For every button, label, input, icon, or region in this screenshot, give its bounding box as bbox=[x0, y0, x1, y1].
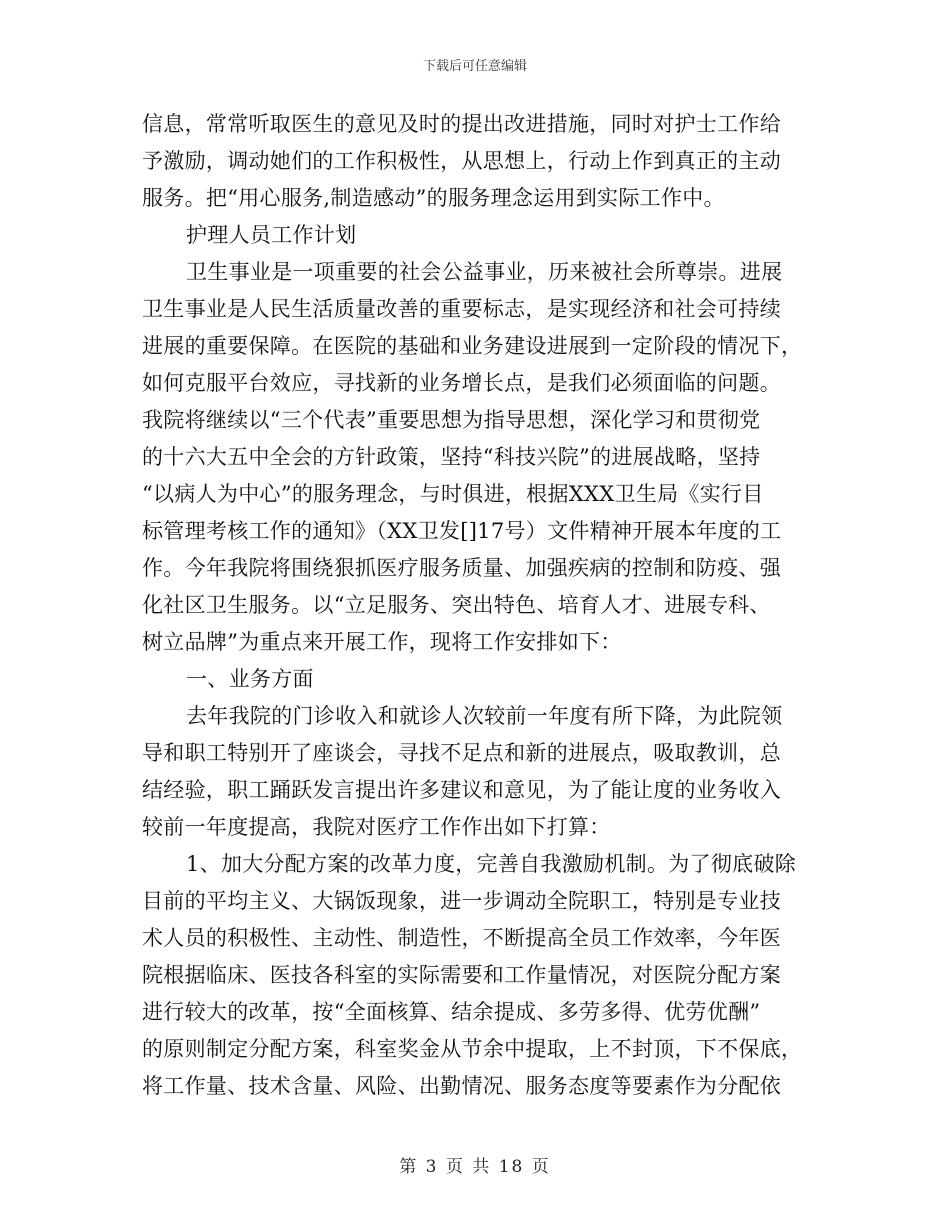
text-line: 的十六大五中全会的方针政策，坚持“科技兴院”的进展战略，坚持 bbox=[142, 445, 761, 469]
text-line: 将工作量、技术含量、风险、出勤情况、服务态度等要素作为分配依 bbox=[142, 1074, 781, 1098]
text-line: 1、加大分配方案的改革力度，完善自我激励机制。为了彻底破除 bbox=[186, 852, 797, 876]
text-line: 结经验，职工踊跃发言提出许多建议和意见，为了能让度的业务收入 bbox=[142, 778, 781, 802]
text-line: 的原则制定分配方案，科室奖金从节余中提取，上不封顶，下不保底， bbox=[142, 1037, 803, 1061]
text-line: 目前的平均主义、大锅饭现象，进一步调动全院职工，特别是专业技 bbox=[142, 889, 781, 913]
text-line: 较前一年度提高，我院对医疗工作作出如下打算： bbox=[142, 815, 611, 839]
text-line: 树立品牌”为重点来开展工作，现将工作安排如下： bbox=[142, 630, 622, 654]
text-line: 我院将继续以“三个代表”重要思想为指导思想，深化学习和贯彻党 bbox=[142, 408, 761, 432]
text-line: 作。今年我院将围绕狠抓医疗服务质量、加强疾病的控制和防疫、强 bbox=[142, 556, 781, 580]
text-line: 术人员的积极性、主动性、制造性，不断提高全员工作效率，今年医 bbox=[142, 926, 781, 950]
text-line: 进行较大的改革，按“全面核算、结余提成、多劳多得、优劳优酬” bbox=[142, 1000, 761, 1024]
text-line: 卫生事业是人民生活质量改善的重要标志，是实现经济和社会可持续 bbox=[142, 297, 781, 321]
page-header: 下载后可任意编辑 bbox=[422, 59, 527, 74]
text-line: 予激励，调动她们的工作积极性，从思想上，行动上作到真正的主动 bbox=[142, 149, 781, 173]
text-line: 标管理考核工作的通知》（XX卫发[]17号）文件精神开展本年度的工 bbox=[142, 519, 782, 543]
section-heading: 护理人员工作计划 bbox=[186, 223, 357, 247]
text-line: 如何克服平台效应，寻找新的业务增长点，是我们必须面临的问题。 bbox=[142, 371, 781, 395]
text-line: “以病人为中心”的服务理念，与时俱进，根据XXX卫生局《实行目 bbox=[142, 482, 764, 506]
text-line: 信息，常常听取医生的意见及时的提出改进措施，同时对护士工作给 bbox=[142, 112, 781, 136]
page-footer: 第 3 页 共 18 页 bbox=[399, 1157, 551, 1177]
text-line: 导和职工特别开了座谈会，寻找不足点和新的进展点，吸取教训，总 bbox=[142, 741, 781, 765]
text-line: 进展的重要保障。在医院的基础和业务建设进展到一定阶段的情况下， bbox=[142, 334, 803, 358]
section-heading: 一、业务方面 bbox=[186, 667, 314, 691]
text-line: 卫生事业是一项重要的社会公益事业，历来被社会所尊崇。进展 bbox=[186, 260, 783, 284]
text-line: 化社区卫生服务。以“立足服务、突出特色、培育人才、进展专科、 bbox=[142, 593, 771, 617]
text-line: 院根据临床、医技各科室的实际需要和工作量情况，对医院分配方案 bbox=[142, 963, 781, 987]
document-body bbox=[142, 106, 812, 1105]
text-line: 去年我院的门诊收入和就诊人次较前一年度有所下降，为此院领 bbox=[186, 704, 783, 728]
text-line: 服务。把“用心服务,制造感动”的服务理念运用到实际工作中。 bbox=[142, 186, 725, 210]
